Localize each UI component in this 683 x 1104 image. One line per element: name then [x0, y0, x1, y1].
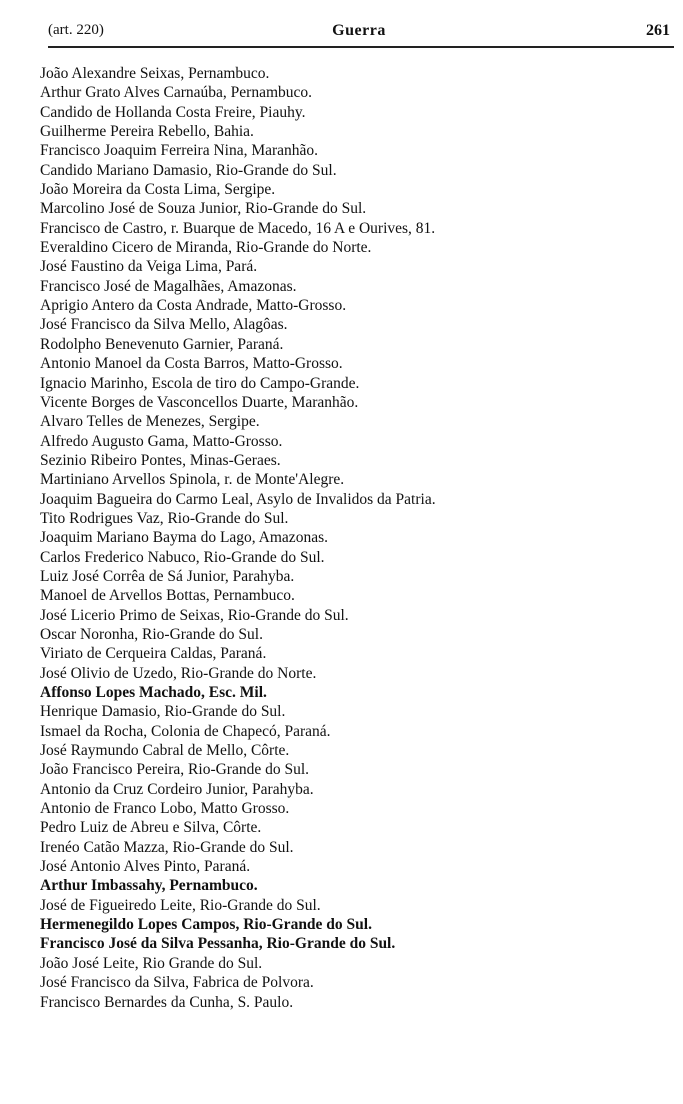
list-entry: Alfredo Augusto Gama, Matto-Grosso. — [40, 432, 283, 450]
list-entry: João Francisco Pereira, Rio-Grande do Sul. — [40, 761, 310, 779]
list-entry: Carlos Frederico Nabuco, Rio-Grande do Sul. — [40, 548, 325, 566]
list-entry: José Olivio de Uzedo, Rio-Grande do Norte. — [40, 664, 317, 682]
list-entry: Luiz José Corrêa de Sá Junior, Parahyba. — [40, 567, 295, 585]
list-entry: Joaquim Mariano Bayma do Lago, Amazonas. — [40, 529, 328, 547]
list-entry: Aprigio Antero da Costa Andrade, Matto-Grosso. — [40, 297, 347, 315]
list-entry: Francisco José da Silva Pessanha, Rio-Grande do Sul. — [40, 935, 396, 953]
list-entry: José Antonio Alves Pinto, Paraná. — [40, 858, 251, 876]
page-number: 261 — [646, 22, 670, 39]
list-entry: Tito Rodrigues Vaz, Rio-Grande do Sul. — [40, 509, 289, 527]
list-entry: Ignacio Marinho, Escola de tiro do Campo-Grande. — [40, 374, 360, 392]
list-entry: João José Leite, Rio Grande do Sul. — [40, 954, 263, 972]
list-entry: Rodolpho Benevenuto Garnier, Paraná. — [40, 335, 284, 353]
list-entry: Hermenegildo Lopes Campos, Rio-Grande do Sul. — [40, 916, 372, 934]
list-entry: Arthur Imbassahy, Pernambuco. — [40, 877, 258, 895]
name-list — [38, 64, 668, 1012]
list-entry: Manoel de Arvellos Bottas, Pernambuco. — [40, 587, 295, 605]
list-entry: Francisco Bernardes da Cunha, S. Paulo. — [40, 993, 294, 1011]
list-entry: José de Figueiredo Leite, Rio-Grande do Sul. — [40, 896, 321, 914]
list-entry: Everaldino Cicero de Miranda, Rio-Grande do Norte. — [40, 239, 372, 257]
list-entry: Oscar Noronha, Rio-Grande do Sul. — [40, 625, 263, 643]
list-entry: Marcolino José de Souza Junior, Rio-Grande do Sul. — [40, 200, 367, 218]
list-entry: Affonso Lopes Machado, Esc. Mil. — [40, 684, 267, 701]
list-entry: Francisco José de Magalhães, Amazonas. — [40, 277, 297, 295]
list-entry: Martiniano Arvellos Spinola, r. de Monte'Alegre. — [40, 471, 345, 489]
list-entry: Pedro Luiz de Abreu e Silva, Côrte. — [40, 819, 262, 837]
list-entry: Irenéo Catão Mazza, Rio-Grande do Sul. — [40, 838, 294, 856]
list-entry: José Raymundo Cabral de Mello, Côrte. — [40, 742, 290, 760]
list-entry: Candido Mariano Damasio, Rio-Grande do Sul. — [40, 161, 337, 179]
list-entry: Francisco Joaquim Ferreira Nina, Maranhão. — [40, 142, 319, 160]
list-entry: Antonio de Franco Lobo, Matto Grosso. — [40, 800, 290, 818]
list-entry: Francisco de Castro, r. Buarque de Macedo, 16 A e Ourives, 81. — [40, 219, 436, 237]
list-entry: Candido de Hollanda Costa Freire, Piauhy. — [40, 103, 306, 121]
list-entry: Antonio da Cruz Cordeiro Junior, Parahyba. — [40, 780, 314, 798]
list-entry: José Faustino da Veiga Lima, Pará. — [40, 258, 258, 276]
list-entry: João Alexandre Seixas, Pernambuco. — [40, 65, 270, 82]
list-entry: João Moreira da Costa Lima, Sergipe. — [40, 181, 276, 199]
list-entry: Antonio Manoel da Costa Barros, Matto-Grosso. — [40, 355, 343, 373]
running-title: Guerra — [332, 22, 386, 39]
list-entry: Viriato de Cerqueira Caldas, Paraná. — [40, 645, 267, 663]
list-entry: José Licerio Primo de Seixas, Rio-Grande do Sul. — [40, 606, 349, 624]
list-entry: Alvaro Telles de Menezes, Sergipe. — [40, 413, 260, 431]
header-rule — [48, 46, 674, 48]
list-entry: Henrique Damasio, Rio-Grande do Sul. — [40, 703, 286, 721]
list-entry: Vicente Borges de Vasconcellos Duarte, Maranhão. — [40, 393, 359, 411]
list-entry: Joaquim Bagueira do Carmo Leal, Asylo de Invalidos da Patria. — [40, 490, 436, 508]
list-entry: José Francisco da Silva, Fabrica de Polvora. — [40, 974, 314, 992]
list-entry: Ismael da Rocha, Colonia de Chapecó, Paraná. — [40, 722, 331, 740]
list-entry: José Francisco da Silva Mello, Alagôas. — [40, 316, 288, 334]
list-entry: Guilherme Pereira Rebello, Bahia. — [40, 123, 254, 141]
list-entry: Sezinio Ribeiro Pontes, Minas-Geraes. — [40, 451, 281, 469]
article-reference: (art. 220) — [48, 22, 104, 38]
list-entry: Arthur Grato Alves Carnaúba, Pernambuco. — [40, 84, 313, 102]
